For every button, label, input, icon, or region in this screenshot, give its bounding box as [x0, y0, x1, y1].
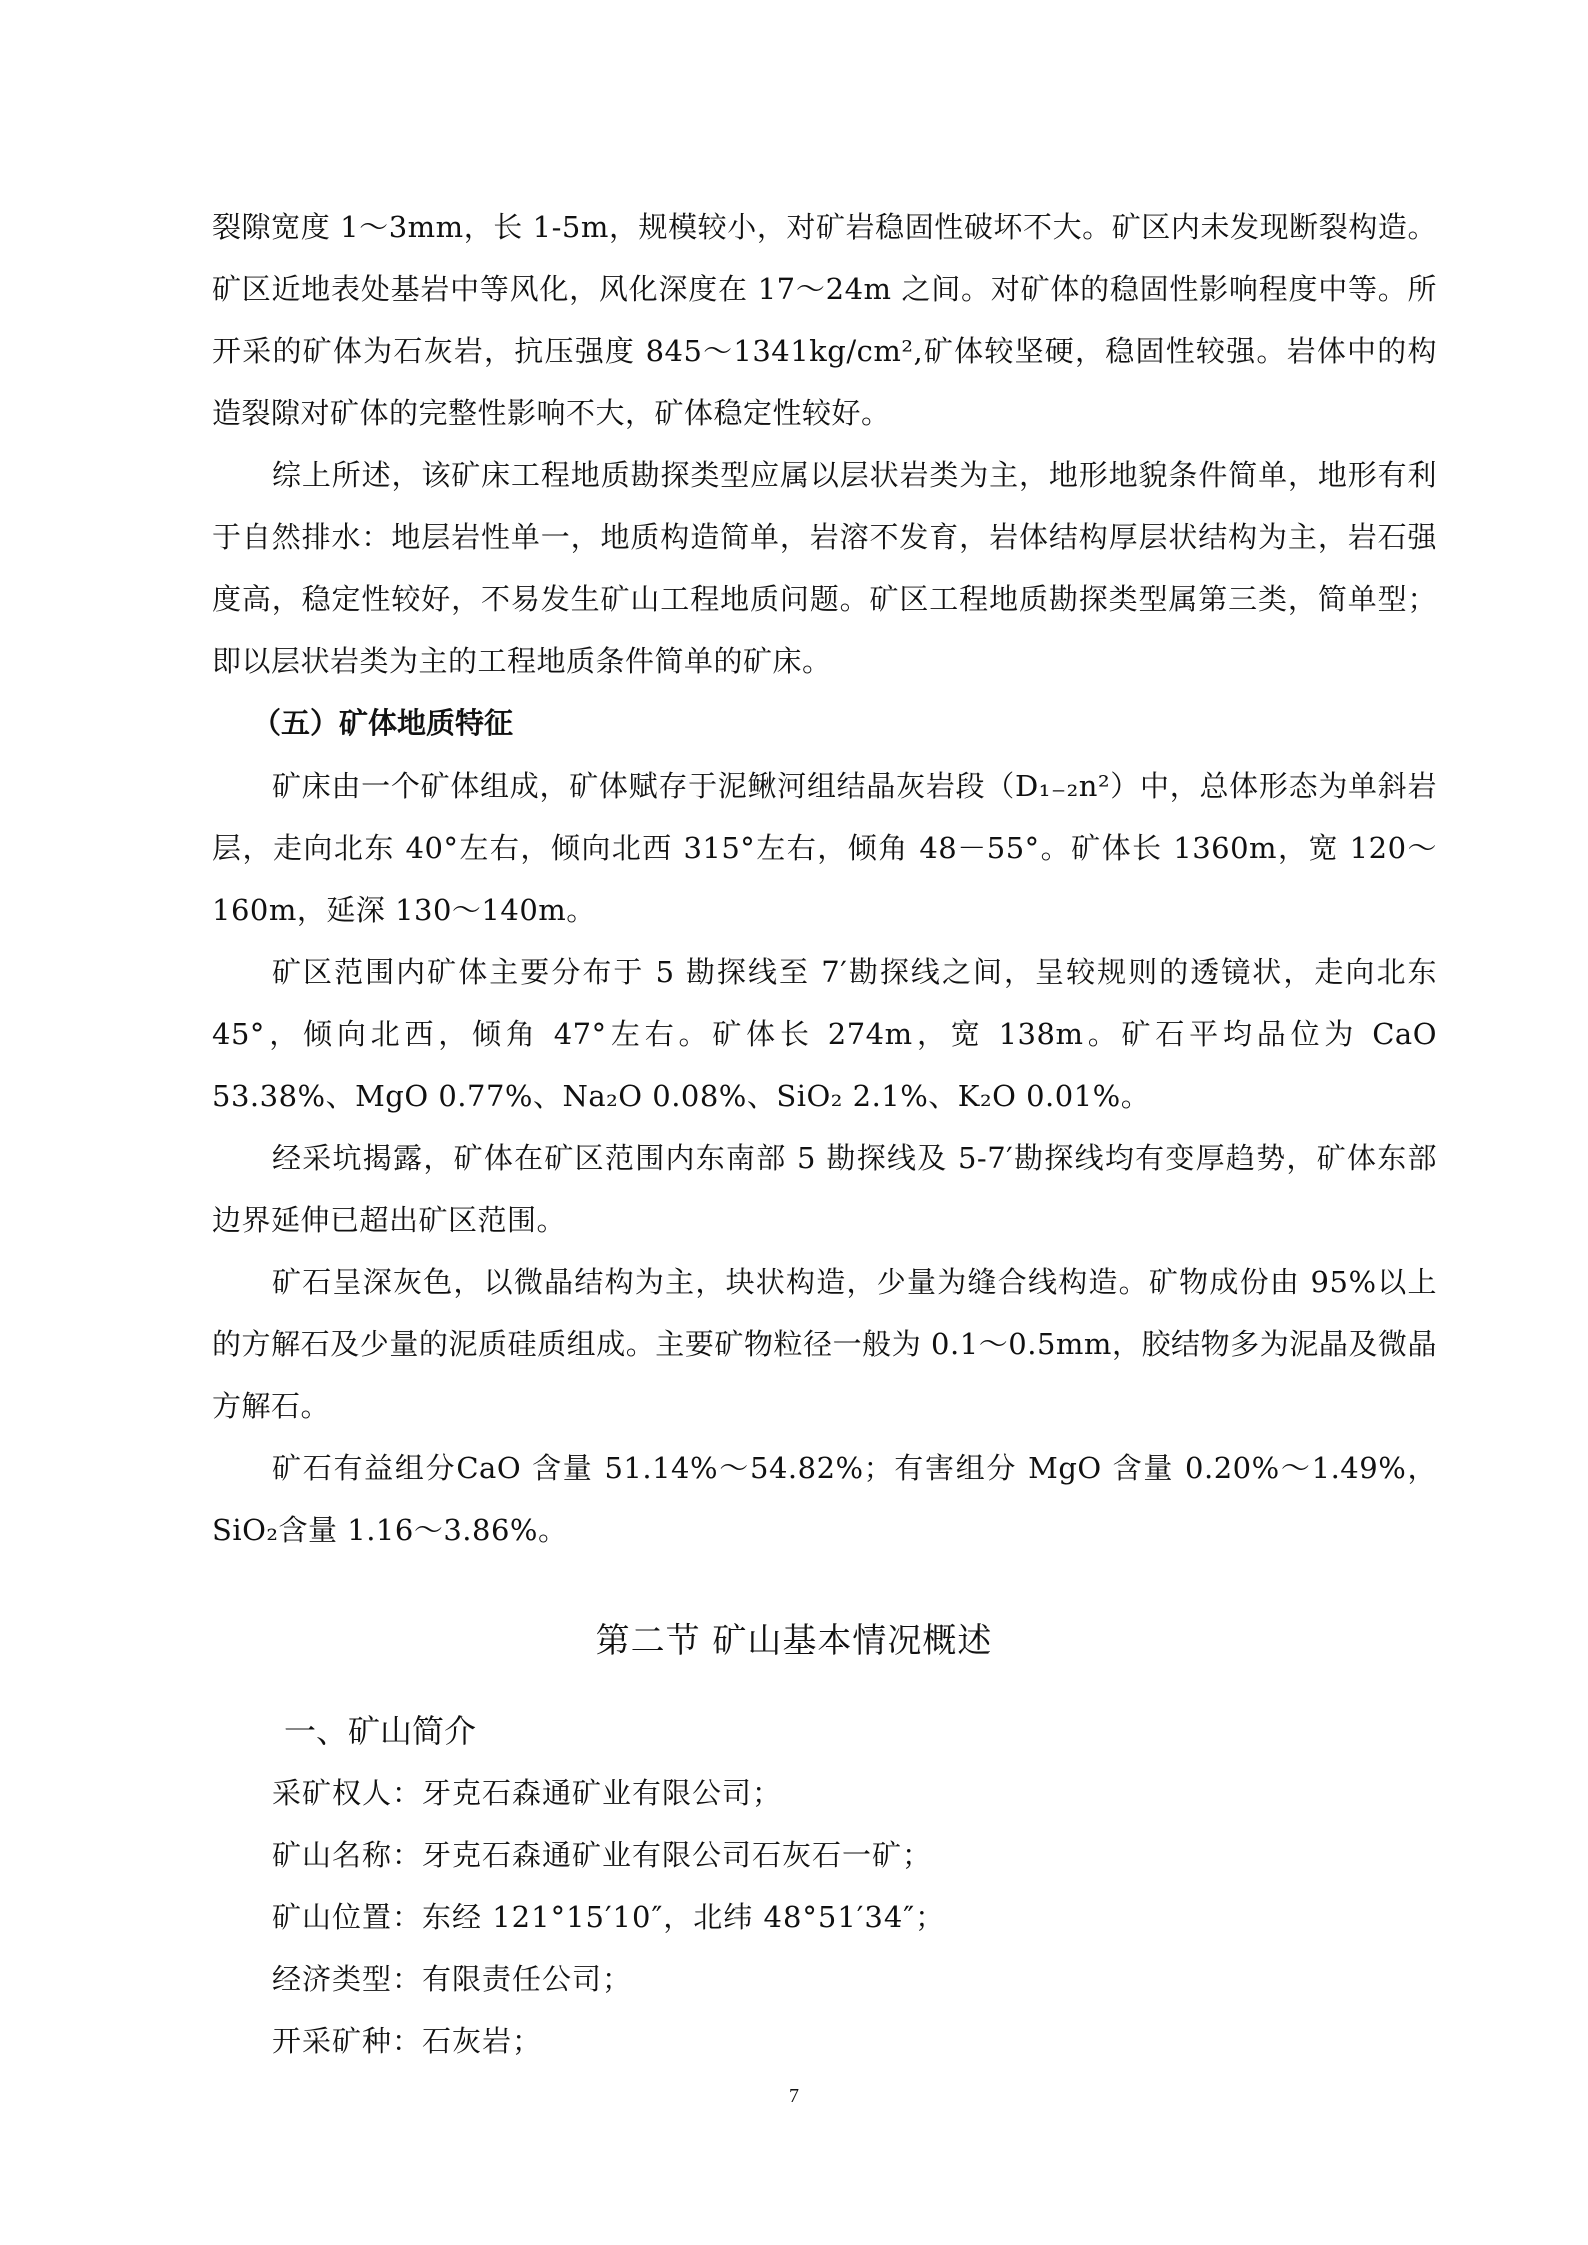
paragraph-orebody: 矿床由一个矿体组成，矿体赋存于泥鳅河组结晶灰岩段（D₁₋₂n²）中，总体形态为单斜岩层，走向北东 40°左右，倾向北西 315°左右，倾角 48－55°。矿体长 1360m，宽 120～160m，延深 130～140m。: [212, 769, 1437, 927]
paragraph-ore: 矿石呈深灰色，以微晶结构为主，块状构造，少量为缝合线构造。矿物成份由 95%以上的方解石及少量的泥质硅质组成。主要矿物粒径一般为 0.1～0.5mm，胶结物多为泥晶及微晶方解石。: [212, 1265, 1437, 1423]
paragraph-range: 矿区范围内矿体主要分布于 5 勘探线至 7′勘探线之间，呈较规则的透镜状，走向北东 45°，倾向北西，倾角 47°左右。矿体长 274m，宽 138m。矿石平均品位为 CaO 53.38%、MgO 0.77%、Na₂O 0.08%、SiO₂ 2.1%、K₂O 0.01%。: [212, 955, 1437, 1113]
subheading-orebody-geology: （五）矿体地质特征: [252, 706, 514, 740]
list-item-mine-location: 矿山位置：东经 121°15′10″，北纬 48°51′34″；: [272, 1900, 946, 1934]
paragraph-exposure: 经采坑揭露，矿体在矿区范围内东南部 5 勘探线及 5-7′勘探线均有变厚趋势，矿体东部边界延伸已超出矿区范围。: [212, 1141, 1437, 1237]
section-title: 第二节 矿山基本情况概述: [595, 1621, 993, 1661]
heading-mine-introduction: 一、矿山简介: [284, 1712, 477, 1750]
paragraph-block-engineering-geology: [212, 196, 1437, 692]
list-item-economic-type: 经济类型：有限责任公司；: [272, 1962, 633, 1996]
list-item-mineral-type: 开采矿种：石灰岩；: [272, 2024, 543, 2058]
page-number: 7: [789, 2085, 799, 2107]
paragraph-components: 矿石有益组分CaO 含量 51.14%～54.82%；有害组分 MgO 含量 0.20%～1.49%，SiO₂含量 1.16～3.86%。: [212, 1451, 1437, 1547]
paragraph-fracture: 裂隙宽度 1～3mm，长 1-5m，规模较小，对矿岩稳固性破坏不大。矿区内未发现断裂构造。矿区近地表处基岩中等风化，风化深度在 17～24m 之间。对矿体的稳固性影响程度中等。所开采的矿体为石灰岩，抗压强度 845～1341kg/cm²,矿体较坚硬，稳固性较强。岩体中的构造裂隙对矿体的完整性影响不大，矿体稳定性较好。: [212, 210, 1437, 430]
paragraph-block-orebody: [212, 755, 1437, 1561]
list-item-mine-name: 矿山名称：牙克石森通矿业有限公司石灰石一矿；: [272, 1838, 933, 1872]
list-item-mining-right-holder: 采矿权人：牙克石森通矿业有限公司；: [272, 1776, 783, 1810]
mine-info-list: [272, 1762, 1372, 2072]
paragraph-summary: 综上所述，该矿床工程地质勘探类型应属以层状岩类为主，地形地貌条件简单，地形有利于自然排水：地层岩性单一，地质构造简单，岩溶不发育，岩体结构厚层状结构为主，岩石强度高，稳定性较好，不易发生矿山工程地质问题。矿区工程地质勘探类型属第三类，简单型；即以层状岩类为主的工程地质条件简单的矿床。: [212, 458, 1437, 678]
